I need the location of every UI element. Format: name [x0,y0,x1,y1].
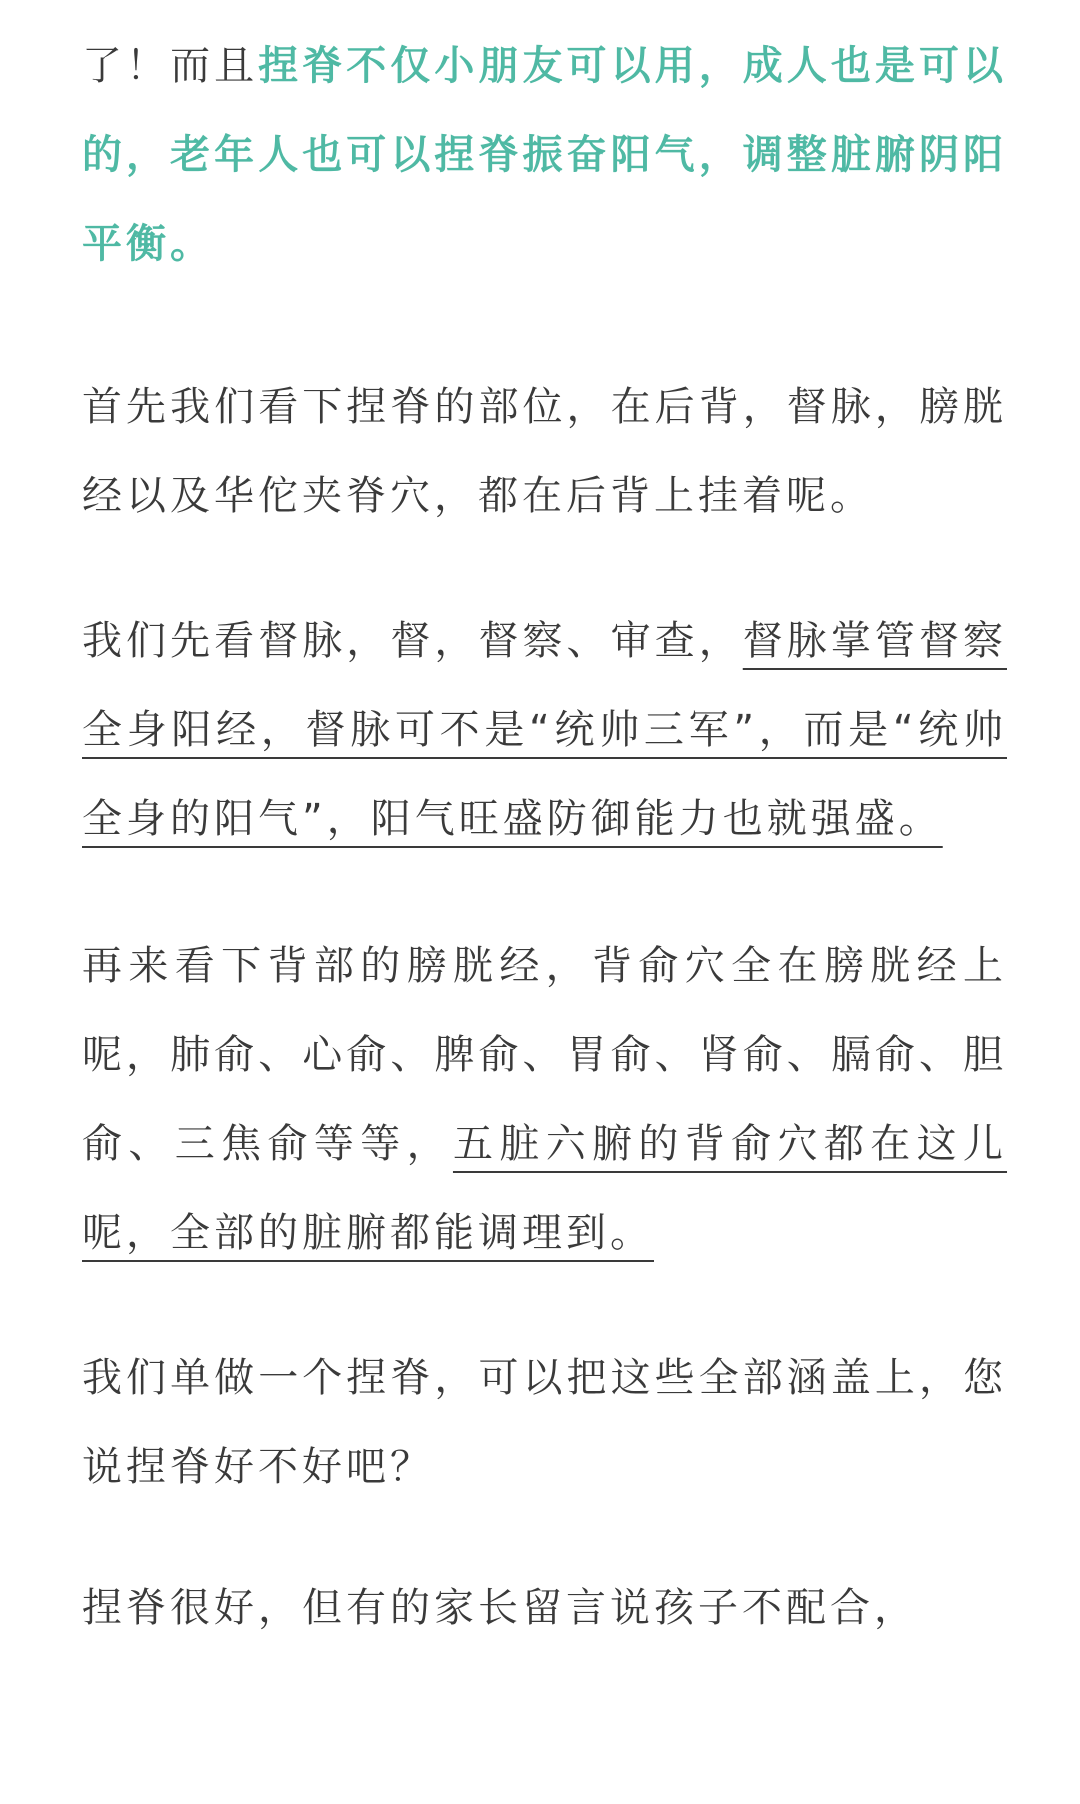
underlined-text: 五脏六腑的背俞穴都在这儿呢，全部的脏腑都能调理到。 [82,1121,1008,1256]
paragraph-bladder-meridian [82,922,1007,1278]
highlighted-text: 捏脊不仅小朋友可以用，成人也是可以的，老年人也可以捏脊振奋阳气，调整脏腑阴阳平衡。 [82,43,1008,267]
paragraph-du-meridian [82,597,1007,864]
paragraph-text: 首先我们看下捏脊的部位，在后背，督脉，膀胱经以及华佗夹脊穴，都在后背上挂着呢。 [82,384,1007,519]
article-body [82,22,1007,1705]
paragraph-text: 再来看下背部的膀胱经，背俞穴全在膀胱经上呢，肺俞、心俞、脾俞、胃俞、肾俞、膈俞、胆俞、三焦俞等等， [82,943,1007,1167]
paragraph-back-location [82,363,1007,541]
underlined-text: 督脉掌管督察全身阳经，督脉可不是“统帅三军”，而是“统帅全身的阳气”，阳气旺盛防御能力也就强盛。 [82,618,1007,842]
paragraph-adult-use [82,22,1007,289]
paragraph-text: 我们先看督脉，督，督察、审查， [82,618,743,664]
paragraph-text: 捏脊很好，但有的家长留言说孩子不配合， [82,1585,918,1631]
paragraph-text: 了！而且 [82,43,259,89]
paragraph-summary [82,1334,1007,1512]
paragraph-parents [82,1564,1007,1653]
paragraph-text: 我们单做一个捏脊，可以把这些全部涵盖上，您说捏脊好不好吧？ [82,1355,1007,1490]
